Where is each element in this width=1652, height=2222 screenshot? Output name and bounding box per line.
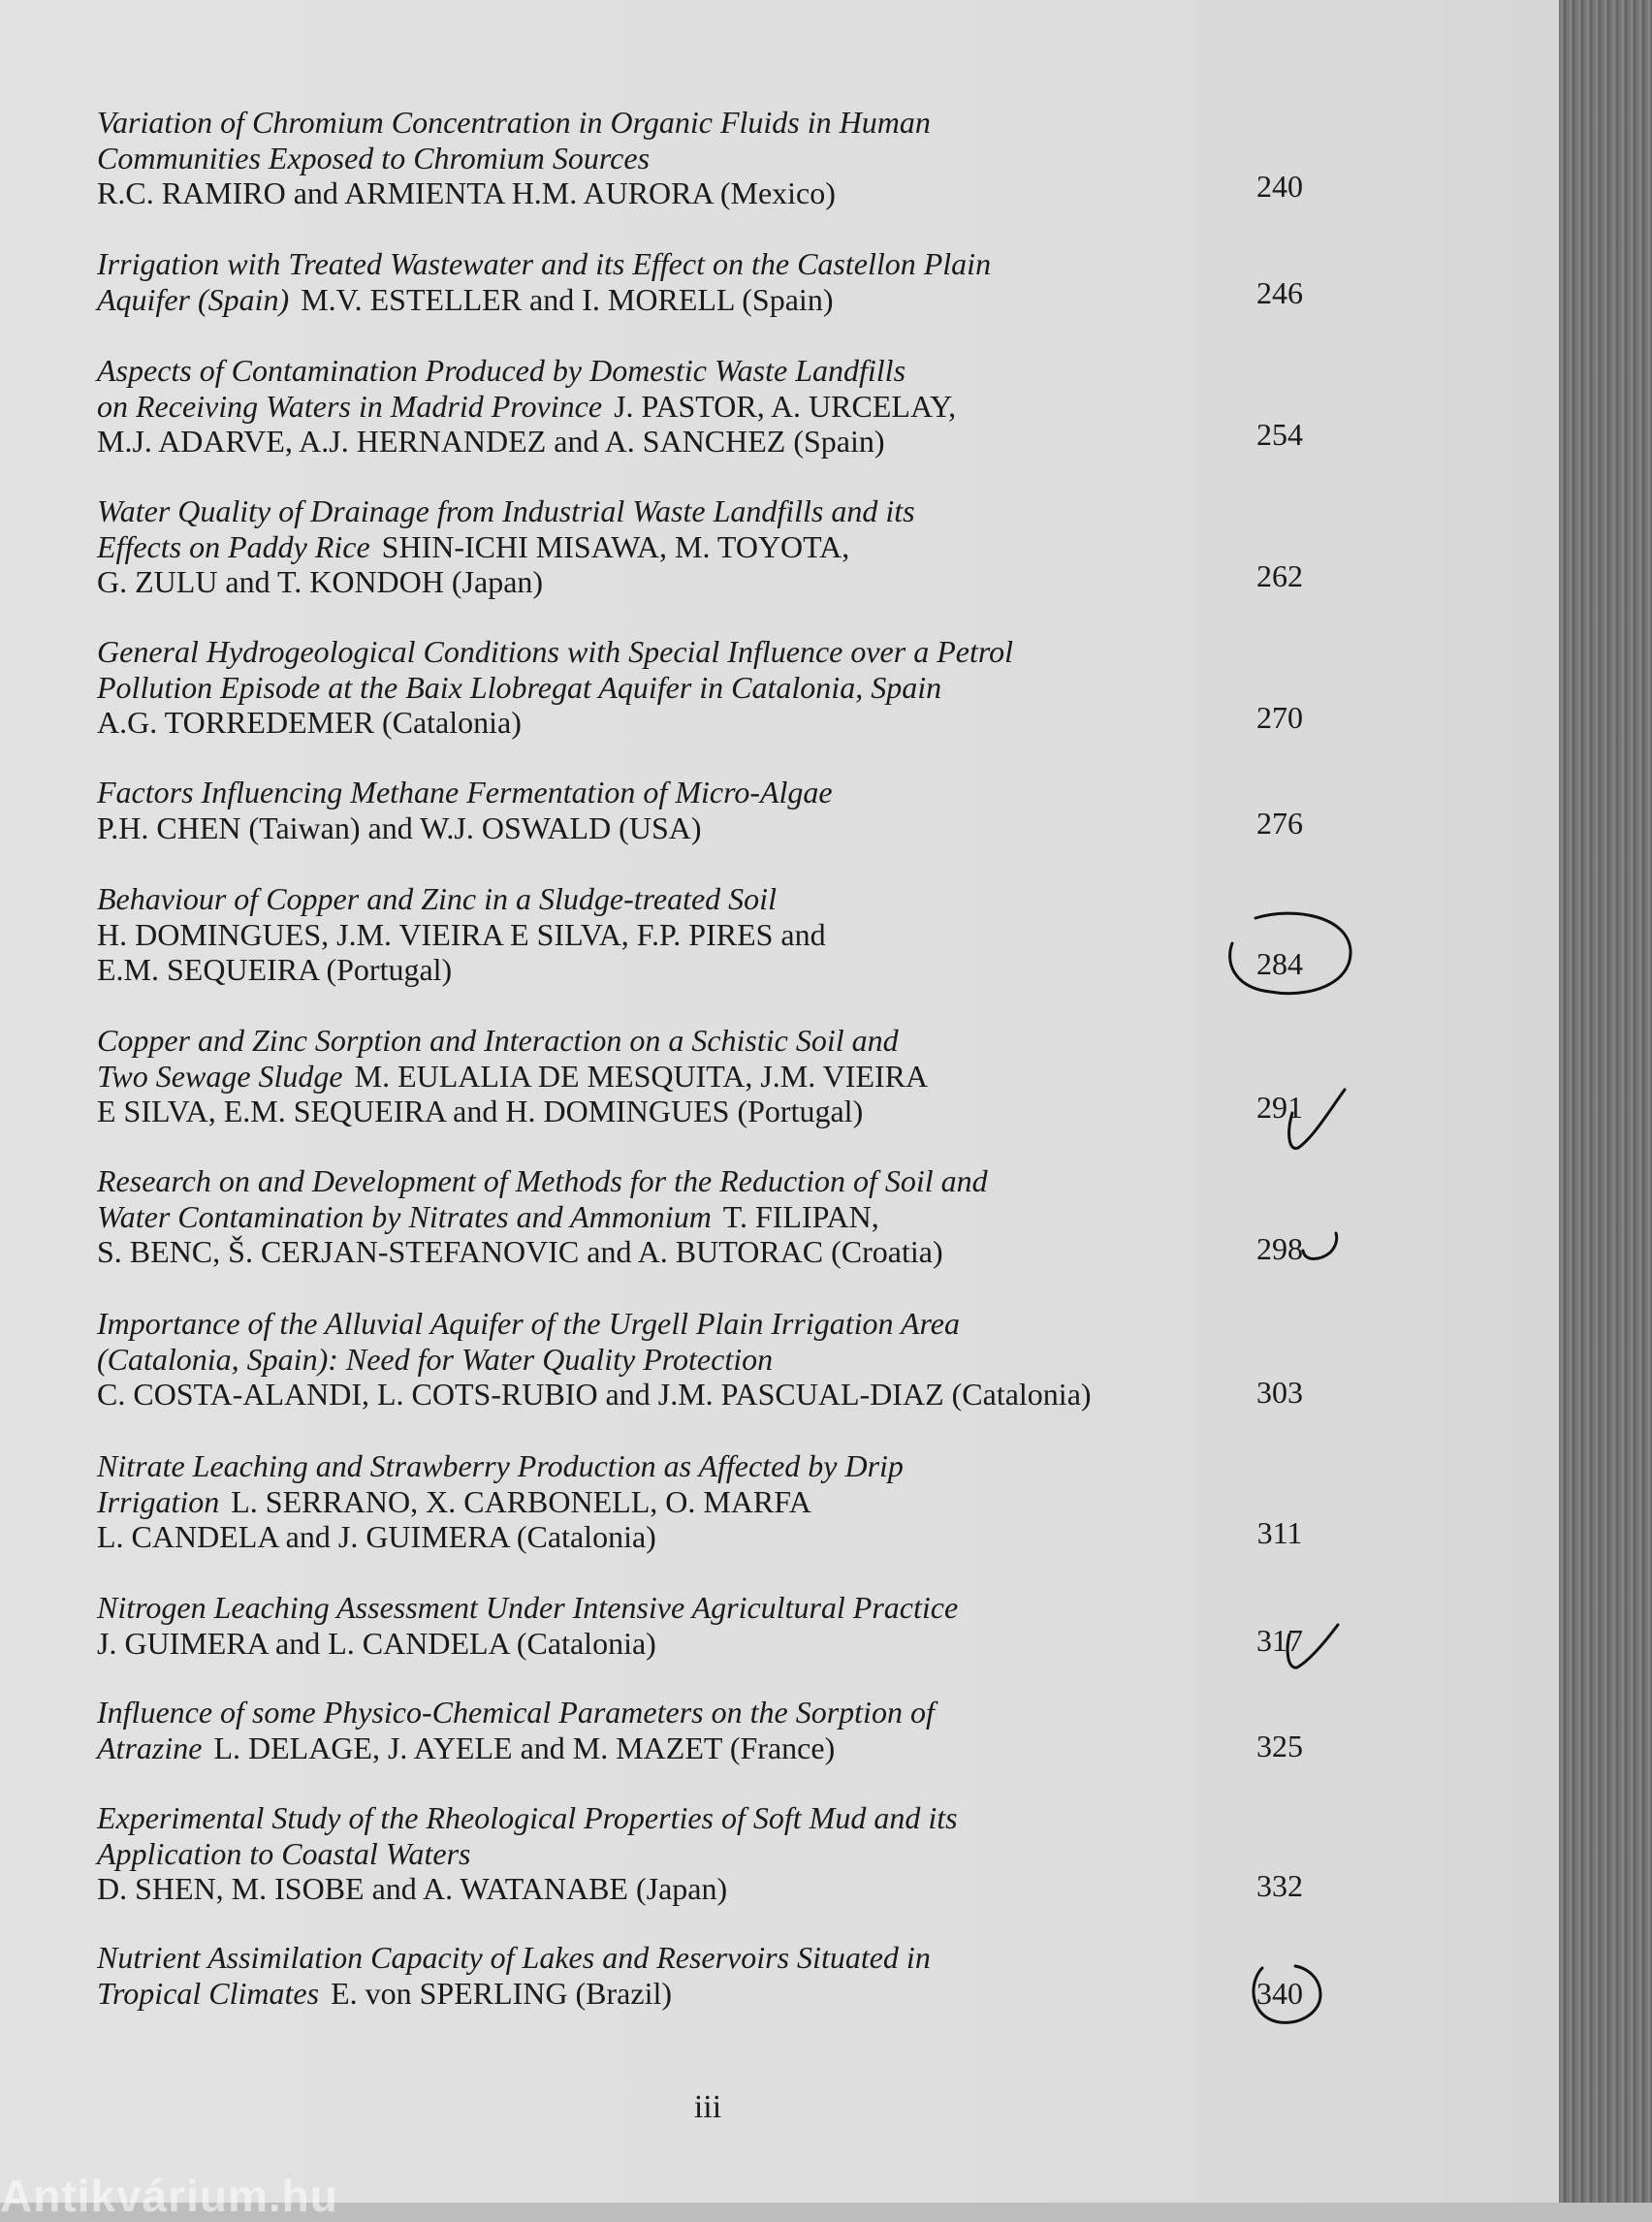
entry-title: Factors Influencing Methane Fermentation of Micro-Algae	[97, 775, 833, 809]
entry-page-number: 276	[1256, 806, 1303, 841]
entry-page-number: 332	[1256, 1868, 1303, 1903]
entry-title-cont: Application to Coastal Waters	[97, 1835, 471, 1871]
entry-title-cont: Effects on Paddy Rice	[97, 528, 370, 564]
toc-entry	[97, 246, 1318, 317]
handwritten-circle-icon	[1241, 1960, 1338, 2033]
watermark: Antikvárium.hu	[0, 2171, 338, 2221]
entry-title: Importance of the Alluvial Aquifer of the Urgell Plain Irrigation Area	[97, 1306, 960, 1341]
entry-title-cont: Aquifer (Spain)	[97, 281, 290, 317]
entry-page-number: 311	[1256, 1515, 1303, 1550]
entry-title-cont: Atrazine	[97, 1730, 203, 1765]
entry-page-number: 340	[1256, 1976, 1303, 2011]
entry-title: Nitrogen Leaching Assessment Under Intensive Agricultural Practice	[97, 1590, 959, 1625]
entry-title-cont: Communities Exposed to Chromium Sources	[97, 140, 651, 175]
entry-page-number: 303	[1256, 1375, 1303, 1410]
entry-authors: E. von SPERLING (Brazil)	[331, 1975, 673, 2011]
page-folio: iii	[693, 2089, 722, 2125]
entry-title-cont: Irrigation	[97, 1483, 220, 1519]
entry-title: Water Quality of Drainage from Industrial Waste Landfills and its	[97, 493, 915, 528]
entry-page-number: 270	[1256, 700, 1303, 735]
entry-authors: R.C. RAMIRO and ARMIENTA H.M. AURORA (Mexico)	[97, 175, 836, 210]
entry-authors-cont: S. BENC, Š. CERJAN-STEFANOVIC and A. BUTORAC (Croatia)	[97, 1234, 943, 1269]
entry-authors-cont: E SILVA, E.M. SEQUEIRA and H. DOMINGUES (Portugal)	[97, 1094, 864, 1128]
toc-entry	[97, 493, 1318, 600]
entry-page-number: 291	[1256, 1090, 1303, 1125]
toc-entry	[97, 1306, 1318, 1413]
entry-page-number: 317	[1256, 1623, 1303, 1658]
entry-authors: L. DELAGE, J. AYELE and M. MAZET (France)	[213, 1730, 836, 1765]
entry-authors: M. EULALIA DE MESQUITA, J.M. VIEIRA	[354, 1058, 929, 1094]
entry-authors-cont: M.J. ADARVE, A.J. HERNANDEZ and A. SANCHEZ (Spain)	[97, 424, 885, 459]
entry-title-cont: (Catalonia, Spain): Need for Water Quality Protection	[97, 1341, 774, 1377]
entry-page-number: 254	[1256, 417, 1303, 452]
entry-authors: D. SHEN, M. ISOBE and A. WATANABE (Japan)	[97, 1871, 728, 1906]
entry-authors: J. PASTOR, A. URCELAY,	[614, 388, 957, 424]
toc-entry	[97, 105, 1318, 211]
toc-entry	[97, 1163, 1318, 1270]
entry-page-number: 284	[1256, 946, 1303, 981]
entry-authors: A.G. TORREDEMER (Catalonia)	[97, 705, 522, 740]
entry-authors: H. DOMINGUES, J.M. VIEIRA E SILVA, F.P. PIRES and	[97, 916, 826, 952]
entry-authors-cont: G. ZULU and T. KONDOH (Japan)	[97, 564, 544, 599]
entry-title: General Hydrogeological Conditions with Special Influence over a Petrol	[97, 634, 1013, 669]
entry-authors: J. GUIMERA and L. CANDELA (Catalonia)	[97, 1625, 656, 1661]
entry-title: Nutrient Assimilation Capacity of Lakes and Reservoirs Situated in	[97, 1940, 931, 1975]
entry-title: Aspects of Contamination Produced by Domestic Waste Landfills	[97, 353, 906, 388]
book-page-edges	[1559, 0, 1652, 2203]
entry-title-cont: Water Contamination by Nitrates and Ammonium	[97, 1198, 712, 1234]
entry-authors: T. FILIPAN,	[722, 1198, 879, 1234]
entry-title: Behaviour of Copper and Zinc in a Sludge-treated Soil	[97, 881, 777, 916]
entry-page-number: 298	[1256, 1231, 1303, 1266]
entry-title: Experimental Study of the Rheological Properties of Soft Mud and its	[97, 1800, 958, 1835]
entry-page-number: 262	[1256, 558, 1303, 593]
handwritten-check-icon	[1285, 1084, 1352, 1161]
toc-entry	[97, 353, 1318, 460]
toc-entry	[97, 634, 1318, 741]
toc-entry	[97, 1800, 1318, 1907]
entry-authors: C. COSTA-ALANDI, L. COTS-RUBIO and J.M. PASCUAL-DIAZ (Catalonia)	[97, 1377, 1092, 1412]
entry-title: Research on and Development of Methods for the Reduction of Soil and	[97, 1163, 988, 1198]
entry-title: Variation of Chromium Concentration in Organic Fluids in Human	[97, 105, 931, 140]
entry-title: Influence of some Physico-Chemical Parameters on the Sorption of	[97, 1695, 935, 1730]
toc-entry	[97, 1448, 1318, 1555]
handwritten-circle-icon	[1217, 906, 1362, 1003]
entry-authors: P.H. CHEN (Taiwan) and W.J. OSWALD (USA)	[97, 809, 702, 845]
handwritten-check-icon	[1278, 1621, 1346, 1679]
toc-entry	[97, 1023, 1318, 1129]
entry-title-cont: Pollution Episode at the Baix Llobregat Aquifer in Catalonia, Spain	[97, 669, 942, 705]
entry-title-cont: Tropical Climates	[97, 1975, 320, 2011]
entry-authors: SHIN-ICHI MISAWA, M. TOYOTA,	[381, 528, 850, 564]
toc-entry	[97, 1940, 1318, 2011]
toc-entry	[97, 1590, 1318, 1661]
toc-entry	[97, 881, 1318, 988]
entry-title-cont: Two Sewage Sludge	[97, 1058, 343, 1094]
entry-page-number: 240	[1256, 169, 1303, 204]
entry-authors: M.V. ESTELLER and I. MORELL (Spain)	[301, 281, 834, 317]
toc-entry	[97, 775, 1318, 845]
entry-authors: L. SERRANO, X. CARBONELL, O. MARFA	[231, 1483, 811, 1519]
toc-entry	[97, 1695, 1318, 1765]
entry-page-number: 325	[1256, 1729, 1303, 1763]
entry-title: Copper and Zinc Sorption and Interaction on a Schistic Soil and	[97, 1023, 899, 1058]
entry-page-number: 246	[1256, 275, 1303, 310]
entry-title: Nitrate Leaching and Strawberry Production as Affected by Drip	[97, 1448, 904, 1483]
handwritten-check-icon	[1299, 1229, 1348, 1268]
entry-authors-cont: E.M. SEQUEIRA (Portugal)	[97, 952, 453, 987]
entry-authors-cont: L. CANDELA and J. GUIMERA (Catalonia)	[97, 1519, 656, 1554]
entry-title-cont: on Receiving Waters in Madrid Province	[97, 388, 603, 424]
entry-title: Irrigation with Treated Wastewater and its Effect on the Castellon Plain	[97, 246, 992, 281]
